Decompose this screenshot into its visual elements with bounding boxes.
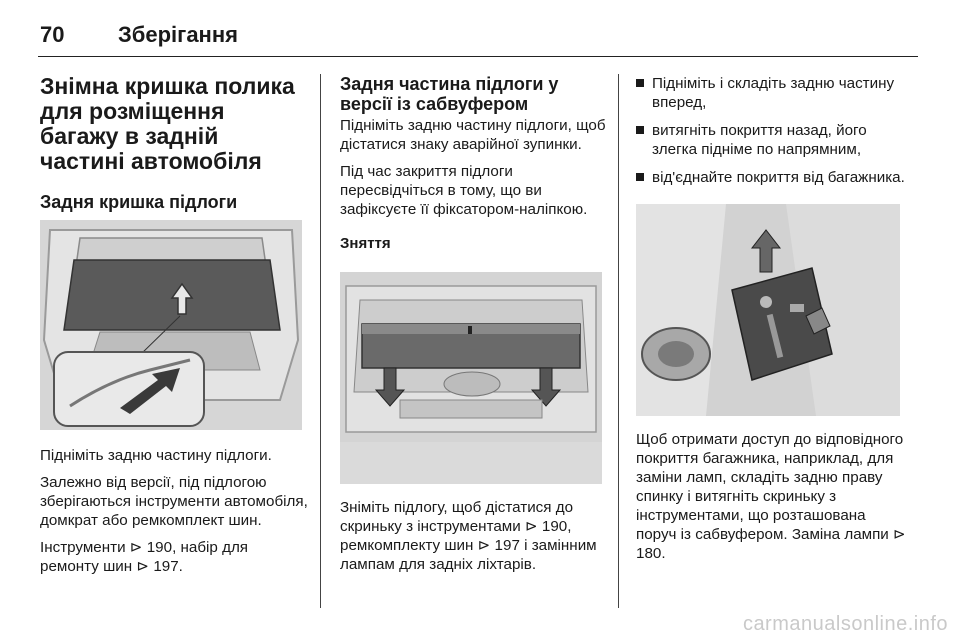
chapter-title: Зберігання [118, 22, 238, 47]
list-item [636, 121, 908, 159]
paragraph: Щоб отримати доступ до відповідного покриття багажника, наприклад, для заміни ламп, складіть задню праву спинку і витягніть скриньку з інструментами, що розташована поруч із сабвуфером. Заміна лампи ⊳ 180. [636, 431, 906, 562]
section-title: Задня частина підлоги у версії із сабвуфером [340, 74, 559, 114]
column-divider-1 [320, 74, 321, 608]
bullet-marker [636, 126, 644, 134]
list-item [636, 168, 908, 187]
column-1 [40, 74, 308, 212]
list-item [636, 74, 908, 112]
column-3 [636, 74, 908, 196]
trunk-floor-illustration [40, 220, 302, 430]
figure-tool-box [636, 204, 900, 416]
paragraph: Підніміть задню частину підлоги. [40, 447, 272, 464]
toolbox-illustration [636, 204, 900, 416]
list-item-text: витягніть покриття назад, його злегка підніме по напрямним, [652, 122, 867, 158]
paragraph: Підніміть задню частину підлоги, щоб дістатися знаку аварійної зупинки. [340, 117, 606, 153]
watermark: carmanualsonline.info [742, 613, 948, 635]
page-number: 70 [40, 22, 65, 47]
column-2 [340, 74, 610, 252]
paragraph: Інструменти ⊳ 190, набір для ремонту шин ⊳ 197. [40, 539, 249, 575]
paragraph: Під час закриття підлоги пересвідчіться в тому, що ви зафіксуєте її фіксатором-наліпкою. [340, 163, 588, 218]
section-subtitle: Задня кришка підлоги [40, 192, 238, 212]
list-item-text: Підніміть і складіть задню частину вперед, [652, 75, 895, 111]
bullet-marker [636, 79, 644, 87]
figure-subwoofer-floor [340, 272, 602, 484]
paragraph: Зніміть підлогу, щоб дістатися до скриньку з інструментами ⊳ 190, ремкомплекту шин ⊳ 197 і замінним лампам для задніх ліхтарів. [340, 499, 597, 573]
paragraph: Залежно від версії, під підлогою зберігаються інструменти автомобіля, домкрат або ремкомплект шин. [40, 474, 308, 529]
header-rule [38, 56, 918, 57]
column-divider-2 [618, 74, 619, 608]
column-3-text [636, 430, 910, 563]
column-1-text [40, 446, 310, 576]
section-title: Знімна кришка полика для розміщення багажу в задній частині автомобіля [40, 73, 295, 174]
bullet-marker [636, 173, 644, 181]
figure-trunk-floor-lift [40, 220, 302, 430]
bullet-list [636, 74, 908, 187]
column-2-text [340, 498, 610, 574]
list-item-text: від'єднайте покриття від багажника. [652, 169, 905, 186]
subheading-removal: Зняття [340, 235, 391, 252]
subwoofer-floor-illustration [340, 272, 602, 484]
